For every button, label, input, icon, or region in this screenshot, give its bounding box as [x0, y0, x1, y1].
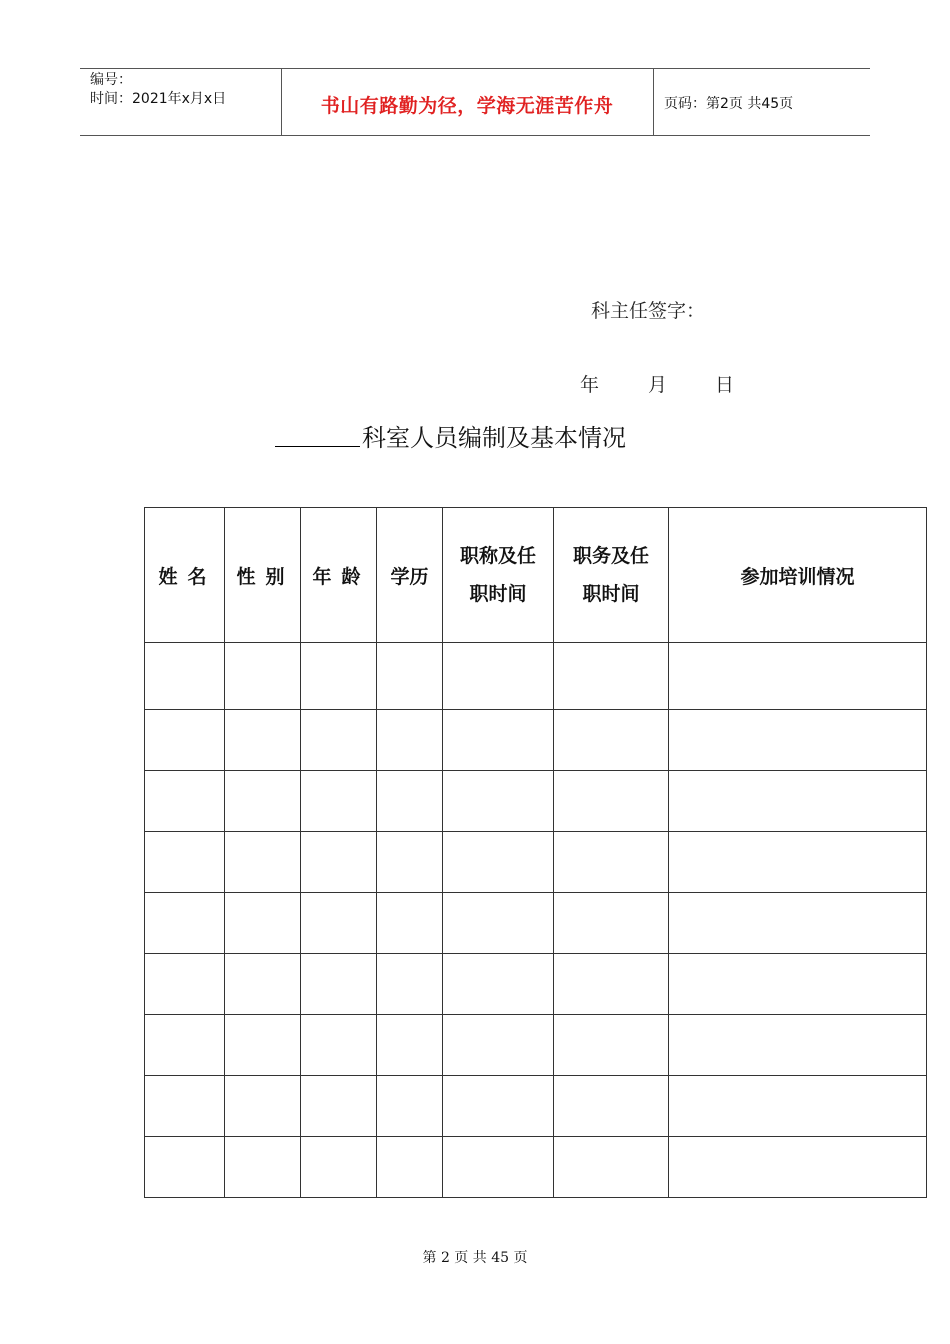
date-month-label: 月 [648, 374, 668, 396]
header-cell-training: 参加培训情况 [669, 508, 927, 643]
table-cell[interactable] [554, 954, 669, 1015]
table-cell[interactable] [301, 1015, 377, 1076]
table-cell[interactable] [669, 832, 927, 893]
header-cell-sex: 性别 [225, 508, 301, 643]
header-post-line2: 职时间 [582, 583, 640, 605]
table-cell[interactable] [443, 893, 554, 954]
header-cell-age: 年龄 [301, 508, 377, 643]
table-cell[interactable] [443, 832, 554, 893]
table-header-row [145, 508, 927, 643]
table-cell[interactable] [443, 1015, 554, 1076]
table-cell[interactable] [145, 1015, 225, 1076]
table-cell[interactable] [225, 1015, 301, 1076]
table-cell[interactable] [145, 954, 225, 1015]
table-cell[interactable] [377, 771, 443, 832]
table-cell[interactable] [669, 771, 927, 832]
table-cell[interactable] [669, 954, 927, 1015]
table-cell[interactable] [301, 1137, 377, 1198]
table-cell[interactable] [377, 1137, 443, 1198]
staff-table [144, 507, 927, 1198]
table-cell[interactable] [225, 893, 301, 954]
table-cell[interactable] [145, 832, 225, 893]
table-cell[interactable] [225, 954, 301, 1015]
table-cell[interactable] [554, 1076, 669, 1137]
table-cell[interactable] [443, 1076, 554, 1137]
document-title: 科室人员编制及基本情况 [362, 424, 626, 452]
table-cell[interactable] [554, 771, 669, 832]
header-cell-education: 学历 [377, 508, 443, 643]
table-cell[interactable] [377, 643, 443, 710]
table-cell[interactable] [669, 1015, 927, 1076]
page-footer: 第 2 页 共 45 页 [422, 1250, 528, 1266]
table-cell[interactable] [301, 643, 377, 710]
header-title-line2: 职时间 [469, 583, 527, 605]
table-row [145, 710, 927, 771]
table-row [145, 832, 927, 893]
table-cell[interactable] [145, 893, 225, 954]
table-cell[interactable] [443, 771, 554, 832]
table-cell[interactable] [145, 771, 225, 832]
table-cell[interactable] [554, 1137, 669, 1198]
table-cell[interactable] [301, 710, 377, 771]
table-body [145, 643, 927, 1198]
table-cell[interactable] [377, 1015, 443, 1076]
table-cell[interactable] [225, 710, 301, 771]
table-cell[interactable] [669, 710, 927, 771]
header-meta [90, 71, 226, 109]
table-cell[interactable] [443, 954, 554, 1015]
table-cell[interactable] [225, 1076, 301, 1137]
header-time-label: 时间：2021年x月x日 [90, 91, 227, 107]
table-cell[interactable] [301, 1076, 377, 1137]
title-blank-line [275, 446, 360, 447]
table-cell[interactable] [301, 954, 377, 1015]
table-cell[interactable] [554, 710, 669, 771]
table-row [145, 1015, 927, 1076]
table-cell[interactable] [145, 1076, 225, 1137]
table-row [145, 954, 927, 1015]
table-cell[interactable] [225, 643, 301, 710]
header-divider-right [653, 69, 654, 135]
table-cell[interactable] [669, 643, 927, 710]
header-cell-post [554, 508, 669, 643]
table-cell[interactable] [377, 893, 443, 954]
table-cell[interactable] [225, 832, 301, 893]
header-cell-name: 姓名 [145, 508, 225, 643]
table-cell[interactable] [225, 771, 301, 832]
header-post-line1: 职务及任 [572, 545, 649, 567]
table-cell[interactable] [554, 893, 669, 954]
header-motto: 书山有路勤为径，学海无涯苦作舟 [320, 95, 614, 117]
table-cell[interactable] [145, 710, 225, 771]
table-row [145, 1076, 927, 1137]
table-cell[interactable] [301, 771, 377, 832]
table-cell[interactable] [669, 893, 927, 954]
table-row [145, 1137, 927, 1198]
table-cell[interactable] [145, 1137, 225, 1198]
table-cell[interactable] [145, 643, 225, 710]
table-cell[interactable] [554, 1015, 669, 1076]
table-row [145, 771, 927, 832]
date-day-label: 日 [715, 374, 735, 396]
table-cell[interactable] [301, 893, 377, 954]
table-cell[interactable] [554, 832, 669, 893]
table-cell[interactable] [377, 1076, 443, 1137]
table-cell[interactable] [377, 710, 443, 771]
header-cell-title [443, 508, 554, 643]
header-page-info: 页码：第2页 共45页 [664, 96, 794, 112]
table-cell[interactable] [554, 643, 669, 710]
date-year-label: 年 [580, 374, 600, 396]
header-title-line1: 职称及任 [459, 545, 536, 567]
page-header [80, 68, 870, 136]
table-row [145, 893, 927, 954]
table-cell[interactable] [225, 1137, 301, 1198]
header-number-label: 编号： [90, 72, 132, 88]
table-cell[interactable] [377, 954, 443, 1015]
table-cell[interactable] [301, 832, 377, 893]
table-cell[interactable] [377, 832, 443, 893]
table-cell[interactable] [669, 1137, 927, 1198]
table-row [145, 643, 927, 710]
table-cell[interactable] [443, 1137, 554, 1198]
table-cell[interactable] [443, 710, 554, 771]
director-signature-label: 科主任签字： [591, 300, 706, 322]
table-cell[interactable] [669, 1076, 927, 1137]
table-cell[interactable] [443, 643, 554, 710]
